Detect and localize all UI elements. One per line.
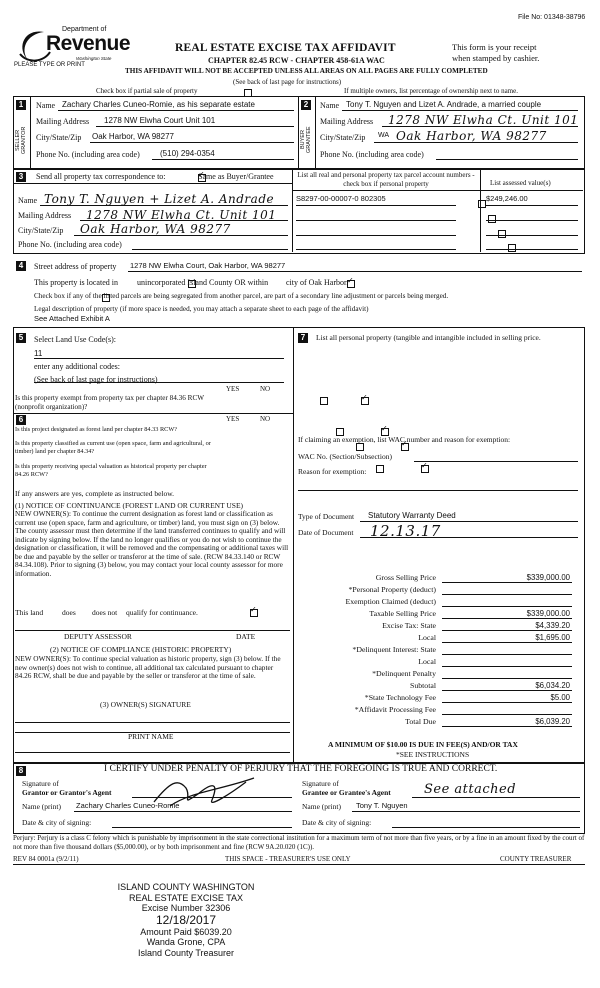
- totals-label: *Delinquent Interest: State: [352, 645, 436, 654]
- minimum-fee-note: A MINIMUM OF $10.00 IS DUE IN FEE(S) AND/OR TAX: [328, 740, 518, 749]
- totals-label: *Delinquent Penalty: [372, 669, 436, 678]
- please-type-text: PLEASE TYPE OR PRINT: [14, 62, 85, 68]
- buyer-phone-label: Phone No. (including area code): [320, 150, 424, 159]
- perjury-notice: Perjury: Perjury is a class C felony which is punishable by imprisonment in the state correctional institution for a maximum term of not more than five years, or by a fine in an amount fixed by the court of not more than five thousand dollars ($5,000.00), or by both imprisonment and fine (RCW 9A.20.020 (1C)).: [13, 834, 585, 851]
- totals-value[interactable]: $1,695.00: [535, 633, 570, 642]
- seller-phone-value[interactable]: (510) 294-0354: [160, 149, 215, 158]
- legal-description-label: Legal description of property (if more space is needed, you may attach a separate sheet to each page of the affidavit): [34, 305, 369, 313]
- notice1-body: NEW OWNER(S): To continue the current designation as forest land or classification as current use (open space, farm and agriculture, or timber) land, you must sign on (3) below. The county assessor must then determine if the land transferred continues to qualify and will indicate by signing below. If the land no longer qualifies or you do not wish to continue the designation or classification, it will be removed and the compensating or additional taxes will be due and payable by the seller or transferor at the time of sale. (RCW 84.33.140 or RCW 84.34.108). Prior to signing (3) below, you may contact your local county assessor for more information.: [15, 509, 289, 578]
- qualify-label: qualify for continuance.: [126, 608, 198, 617]
- stamp-line-3: Excise Number 32306: [141, 903, 231, 913]
- s6-no-header: NO: [260, 415, 271, 423]
- grantee-sig-label: Signature of: [302, 779, 339, 788]
- stamp-line-5: Amount Paid $6039.20: [140, 926, 232, 937]
- see-back-label: (See back of last page for instructions): [34, 375, 158, 384]
- corr-city-label: City/State/Zip: [18, 226, 64, 235]
- section-3-number: 3: [16, 172, 26, 182]
- seller-city-label: City/State/Zip: [36, 133, 82, 142]
- totals-value[interactable]: $4,339.20: [535, 621, 570, 630]
- buyer-city-value[interactable]: Oak Harbor, WA 98277: [396, 129, 547, 143]
- buyer-mailing-label: Mailing Address: [320, 117, 374, 126]
- city-of-label: city of Oak Harbor.: [286, 278, 349, 287]
- file-number: File No: 01348-38796: [518, 14, 586, 21]
- warning-text: THIS AFFIDAVIT WILL NOT BE ACCEPTED UNLESS ALL AREAS ON ALL PAGES ARE FULLY COMPLETED: [125, 67, 488, 75]
- buyer-name-label: Name: [320, 101, 340, 110]
- page-title: REAL ESTATE EXCISE TAX AFFIDAVIT: [175, 42, 396, 54]
- page-subtitle: CHAPTER 82.45 RCW - CHAPTER 458-61A WAC: [208, 56, 385, 65]
- totals-label: Local: [418, 657, 436, 666]
- seller-phone-label: Phone No. (including area code): [36, 150, 140, 159]
- deputy-date-label: DATE: [236, 632, 256, 641]
- totals-label: *Affidavit Processing Fee: [354, 705, 436, 714]
- forest-question: Is this project designated as forest land per chapter 84.33 RCW?: [15, 426, 178, 433]
- section-2-number: 2: [301, 100, 311, 110]
- assessed-value-header: List assessed value(s): [490, 179, 551, 187]
- stamp-line-7: Island County Treasurer: [137, 947, 235, 958]
- street-address-value[interactable]: 1278 NW Elwha Court, Oak Harbor, WA 98277: [130, 261, 286, 270]
- receipt-note-1: This form is your receipt: [452, 42, 537, 52]
- doc-type-value[interactable]: Statutory Warranty Deed: [368, 511, 456, 520]
- certify-statement: I CERTIFY UNDER PENALTY OF PERJURY THAT THE FOREGOING IS TRUE AND CORRECT.: [104, 764, 498, 774]
- legal-description-value[interactable]: See Attached Exhibit A: [34, 314, 110, 323]
- personal-property-label: List all personal property (tangible and intangible included in selling price.: [316, 333, 541, 342]
- exempt-question: Is this property exempt from property tax per chapter 84.36 RCW (nonprofit organization)?: [15, 394, 204, 411]
- totals-value[interactable]: $339,000.00: [526, 573, 570, 582]
- totals-label: *Personal Property (deduct): [348, 585, 436, 594]
- section-7-number: 7: [298, 333, 308, 343]
- seller-side-panel: [13, 112, 29, 168]
- totals-label: Excise Tax: State: [382, 621, 436, 630]
- s6-yes-header: YES: [226, 415, 240, 423]
- corr-mailing-label: Mailing Address: [18, 211, 72, 220]
- section-8-number: 8: [16, 766, 26, 776]
- grantor-name-print-label: Name (print): [22, 802, 61, 811]
- parcel-1-number[interactable]: S8297-00-00007-0 802305: [296, 194, 386, 203]
- current-use-no-checkbox[interactable]: [401, 443, 409, 451]
- parcel-1-value[interactable]: $249,246.00: [486, 194, 528, 203]
- buyer-city-label: City/State/Zip: [320, 133, 366, 142]
- department-logo: [14, 22, 134, 66]
- totals-label: Gross Selling Price: [375, 573, 436, 582]
- totals-value[interactable]: $6,034.20: [535, 681, 570, 690]
- seller-name-label: Name: [36, 101, 56, 110]
- doc-date-label: Date of Document: [298, 528, 354, 537]
- totals-value[interactable]: $6,039.20: [535, 717, 570, 726]
- doc-date-value[interactable]: 12.13.17: [370, 522, 441, 540]
- additional-codes-label: enter any additional codes:: [34, 362, 120, 371]
- seller-side-label: SELLER GRANTOR: [15, 126, 27, 154]
- segregated-label: Check box if any of the listed parcels are being segregated from another parcel, are part of a secondary line adjustment or parcels being merged.: [34, 292, 449, 300]
- land-use-label: Select Land Use Code(s):: [34, 335, 116, 344]
- buyer-city-prefix: WA: [378, 132, 390, 139]
- totals-value[interactable]: $339,000.00: [526, 609, 570, 618]
- exempt-yes-checkbox[interactable]: [320, 397, 328, 405]
- s5-yes-header: YES: [226, 385, 240, 393]
- section-5-number: 5: [16, 333, 26, 343]
- corr-name-label: Name: [18, 196, 38, 205]
- corr-city-value[interactable]: Oak Harbor, WA 98277: [80, 222, 231, 236]
- does-not-checkbox[interactable]: [250, 609, 258, 617]
- county-treasurer-label: COUNTY TREASURER: [500, 855, 572, 863]
- grantor-date-city-label: Date & city of signing:: [22, 818, 92, 827]
- instructions-note: (See back of last page for instructions): [233, 78, 342, 86]
- totals-label: Taxable Selling Price: [369, 609, 436, 618]
- grantee-sig-value[interactable]: See attached: [424, 782, 517, 797]
- buyer-name-value[interactable]: Tony T. Nguyen and Lizet A. Andrade, a married couple: [346, 100, 542, 109]
- grantor-sig-label-2: Grantor or Grantor's Agent: [22, 788, 112, 797]
- deputy-assessor-label: DEPUTY ASSESSOR: [64, 632, 132, 641]
- seller-mailing-label: Mailing Address: [36, 117, 90, 126]
- grantee-name-value[interactable]: Tony T. Nguyen: [356, 801, 408, 810]
- reason-label: Reason for exemption:: [298, 467, 367, 476]
- wac-label: WAC No. (Section/Subsection): [298, 452, 392, 461]
- see-instructions-note: *SEE INSTRUCTIONS: [396, 750, 470, 759]
- grantee-date-city-label: Date & city of signing:: [302, 818, 372, 827]
- seller-city-value[interactable]: Oak Harbor, WA 98277: [92, 132, 174, 141]
- print-name-label: PRINT NAME: [128, 732, 174, 741]
- seller-name-value[interactable]: Zachary Charles Cuneo-Romie, as his separate estate: [62, 100, 255, 109]
- notice1-title: (1) NOTICE OF CONTINUANCE (FOREST LAND OR CURRENT USE): [15, 501, 244, 510]
- same-as-buyer-label: Same as Buyer/Grantee: [198, 172, 274, 181]
- s5-no-header: NO: [260, 385, 271, 393]
- logo-sub-text: Washington State: [76, 56, 112, 61]
- historical-question: Is this property receiving special valuation as historical property per chapter 84.26 RCW?: [15, 463, 207, 478]
- grantee-name-print-label: Name (print): [302, 802, 341, 811]
- treasurer-use-only: THIS SPACE - TREASURER'S USE ONLY: [225, 855, 351, 863]
- notice2-title: (2) NOTICE OF COMPLIANCE (HISTORIC PROPERTY): [50, 645, 232, 654]
- owner-signature-label: (3) OWNER(S) SIGNATURE: [100, 700, 191, 709]
- logo-department-text: Department of: [62, 26, 107, 33]
- parcel-1-personal-checkbox[interactable]: [478, 200, 486, 208]
- grantor-sig-label: Signature of: [22, 779, 59, 788]
- buyer-side-label: BUYER GRANTEE: [300, 126, 312, 154]
- stamp-line-6: Wanda Grone, CPA: [146, 937, 226, 947]
- multiple-owners-note: If multiple owners, list percentage of ownership next to name.: [344, 87, 518, 95]
- grantee-sig-label-2: Grantee or Grantee's Agent: [302, 788, 391, 797]
- logo-name-text: Revenue: [46, 32, 131, 55]
- totals-label: *State Technology Fee: [364, 693, 436, 702]
- section-6-number: 6: [16, 415, 26, 425]
- grantor-name-value[interactable]: Zachary Charles Cuneo-Romie: [76, 801, 180, 810]
- if-yes-note: If any answers are yes, complete as instructed below.: [15, 489, 175, 498]
- seller-mailing-value[interactable]: 1278 NW Elwha Court Unit 101: [104, 116, 216, 125]
- historical-no-checkbox[interactable]: [421, 465, 429, 473]
- totals-label: Exemption Claimed (deduct): [345, 597, 436, 606]
- buyer-side-panel: [298, 112, 314, 168]
- totals-value[interactable]: $5.00: [550, 693, 570, 702]
- form-revision: REV 84 0001a (9/2/11): [13, 855, 79, 863]
- doc-type-label: Type of Document: [298, 512, 355, 521]
- historical-yes-checkbox[interactable]: [376, 465, 384, 473]
- land-use-value[interactable]: 11: [34, 349, 43, 358]
- buyer-mailing-value[interactable]: 1278 NW Elwha Ct. Unit 101: [388, 113, 579, 127]
- notice2-body: NEW OWNER(S): To continue special valuation as historic property, sign (3) below. If the new owner(s) does not wish to continue, all additional tax calculated pursuant to chapter 84.26 RCW, shall be due and payable by the seller or transferor at the time of sale.: [15, 654, 281, 680]
- this-land-label: This land: [15, 608, 44, 617]
- corr-name-value[interactable]: Tony T. Nguyen + Lizet A. Andrade: [44, 192, 275, 206]
- unincorporated-label: unincorporated Island County OR within: [137, 278, 269, 287]
- does-label: does: [62, 608, 76, 617]
- exempt-no-checkbox[interactable]: [361, 397, 369, 405]
- parcels-header: List all real and personal property tax parcel account numbers - check box if personal property: [297, 171, 475, 188]
- section-1-number: 1: [16, 100, 26, 110]
- stamp-line-2: REAL ESTATE EXCISE TAX: [128, 892, 244, 903]
- totals-label: Total Due: [405, 717, 436, 726]
- current-use-yes-checkbox[interactable]: [356, 443, 364, 451]
- corr-mailing-value[interactable]: 1278 NW Elwha Ct. Unit 101: [86, 208, 277, 222]
- current-use-question: Is this property classified as current use (open space, farm and agricultural, or timber) land per chapter 84.34?: [15, 440, 211, 455]
- totals-label: Local: [418, 633, 436, 642]
- totals-label: Subtotal: [410, 681, 436, 690]
- stamp-line-4: 12/18/2017: [155, 912, 217, 927]
- receipt-note-2: when stamped by cashier.: [452, 53, 540, 63]
- section-4-number: 4: [16, 261, 26, 271]
- does-not-label: does not: [92, 608, 118, 617]
- street-address-label: Street address of property: [34, 262, 117, 271]
- located-label: This property is located in: [34, 278, 118, 287]
- treasurer-stamp: [106, 882, 266, 958]
- correspondence-label: Send all property tax correspondence to:: [36, 172, 166, 181]
- exemption-label: If claiming an exemption, list WAC number and reason for exemption:: [298, 435, 511, 444]
- partial-sale-label: Check box if partial sale of property: [96, 87, 198, 95]
- corr-phone-label: Phone No. (including area code): [18, 240, 122, 249]
- stamp-line-1: ISLAND COUNTY WASHINGTON: [117, 882, 255, 892]
